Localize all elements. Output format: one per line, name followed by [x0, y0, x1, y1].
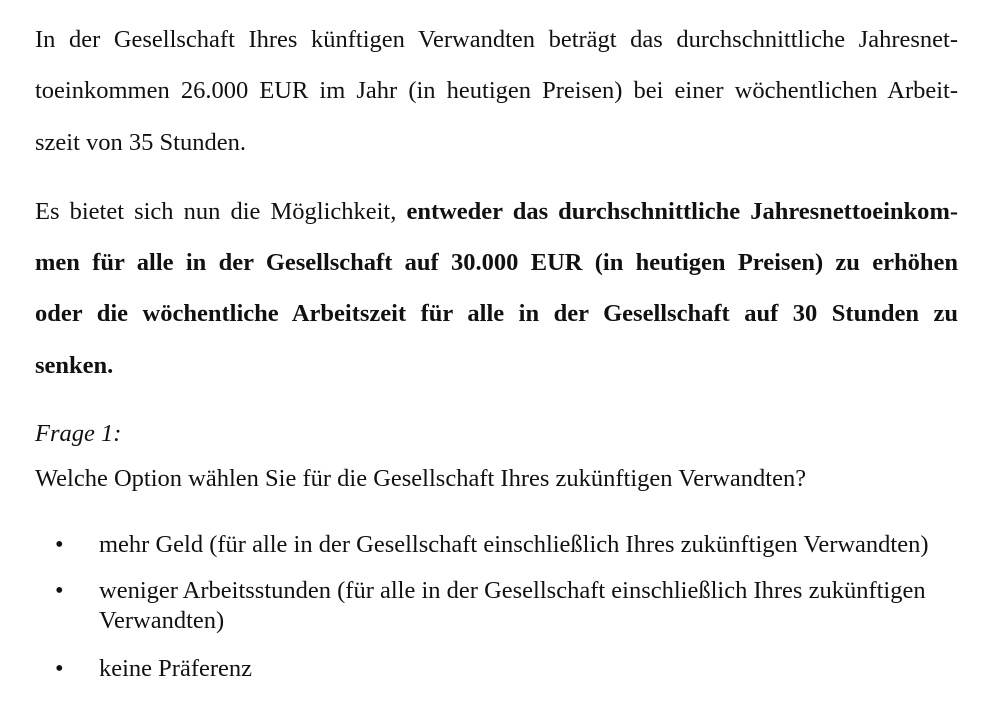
- paragraph2-line1: [35, 197, 958, 227]
- paragraph2-line1-bold: entweder das durchschnittliche Jahresnettoeinkom-: [406, 198, 959, 225]
- paragraph2-line2: men für alle in der Gesellschaft auf 30.000 EUR (in heutigen Preisen) zu erhöhen: [35, 249, 958, 276]
- option-fewer-hours-label-line2: Verwandten): [99, 607, 225, 634]
- paragraph2-line4: senken.: [35, 352, 114, 379]
- bullet-icon: •: [55, 655, 64, 682]
- question-label: Frage 1:: [35, 420, 122, 447]
- bullet-icon: •: [55, 577, 64, 604]
- paragraph2-line1-plain: Es bietet sich nun die Möglichkeit,: [35, 198, 407, 225]
- option-fewer-hours-label-line1: weniger Arbeitsstunden (für alle in der Gesellschaft einschließlich Ihres zukünftigen: [99, 577, 926, 604]
- option-no-preference-label: keine Präferenz: [99, 655, 253, 682]
- bullet-icon: •: [55, 531, 64, 558]
- question-text: Welche Option wählen Sie für die Gesellschaft Ihres zukünftigen Verwandten?: [35, 465, 807, 492]
- paragraph1-line2: toeinkommen 26.000 EUR im Jahr (in heutigen Preisen) bei einer wöchentlichen Arbeit-: [35, 77, 958, 104]
- paragraph1-line1: In der Gesellschaft Ihres künftigen Verwandten beträgt das durchschnittliche Jahresnet-: [35, 26, 958, 53]
- paragraph1-line3: szeit von 35 Stunden.: [35, 129, 246, 156]
- option-more-money-label: mehr Geld (für alle in der Gesellschaft einschließlich Ihres zukünftigen Verwandten): [99, 531, 929, 558]
- paragraph2-line3: oder die wöchentliche Arbeitszeit für alle in der Gesellschaft auf 30 Stunden zu: [35, 300, 958, 327]
